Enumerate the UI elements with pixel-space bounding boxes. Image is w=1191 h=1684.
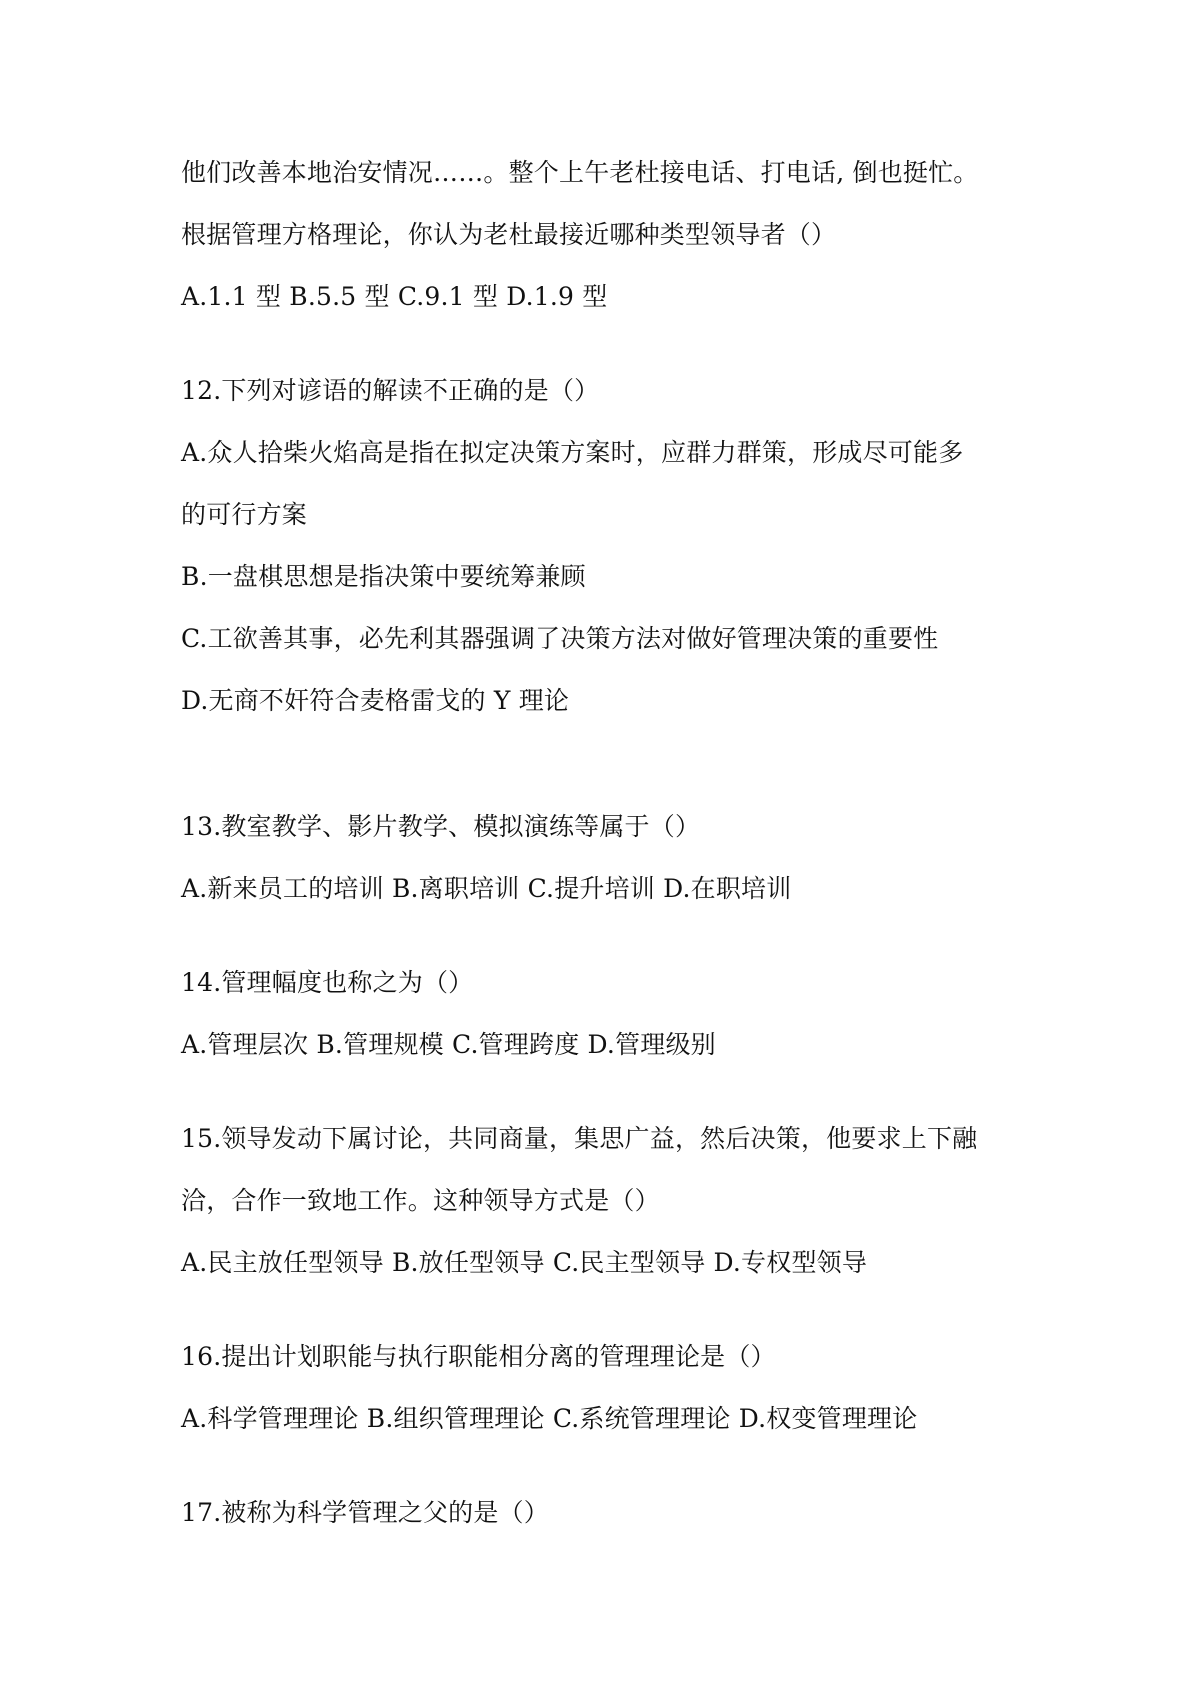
intro-options: A.1.1 型 B.5.5 型 C.9.1 型 D.1.9 型 (181, 282, 608, 311)
intro-question-line: 根据管理方格理论，你认为老杜最接近哪种类型领导者（） (181, 220, 837, 249)
q12-option-d: D.无商不奸符合麦格雷戈的 Y 理论 (181, 686, 570, 715)
q17-stem: 17.被称为科学管理之父的是（） (181, 1498, 549, 1527)
intro-text-line-1: 他们改善本地治安情况……。整个上午老杜接电话、打电话, 倒也挺忙。 (181, 158, 979, 187)
q14-stem: 14.管理幅度也称之为（） (181, 968, 474, 997)
q12-stem: 12.下列对谚语的解读不正确的是（） (181, 376, 600, 405)
q12-option-b: B.一盘棋思想是指决策中要统筹兼顾 (181, 562, 586, 591)
q12-option-a-line-2: 的可行方案 (181, 500, 308, 529)
q13-options: A.新来员工的培训 B.离职培训 C.提升培训 D.在职培训 (181, 874, 792, 903)
q16-stem: 16.提出计划职能与执行职能相分离的管理理论是（） (181, 1342, 776, 1371)
q14-options: A.管理层次 B.管理规模 C.管理跨度 D.管理级别 (181, 1030, 716, 1059)
q15-stem-line-2: 洽，合作一致地工作。这种领导方式是（） (181, 1186, 660, 1215)
q12-option-a-line-1: A.众人拾柴火焰高是指在拟定决策方案时，应群力群策，形成尽可能多 (181, 438, 964, 467)
q12-option-c: C.工欲善其事，必先利其器强调了决策方法对做好管理决策的重要性 (181, 624, 939, 653)
q15-options: A.民主放任型领导 B.放任型领导 C.民主型领导 D.专权型领导 (181, 1248, 868, 1277)
q16-options: A.科学管理理论 B.组织管理理论 C.系统管理理论 D.权变管理理论 (181, 1404, 918, 1433)
q13-stem: 13.教室教学、影片教学、模拟演练等属于（） (181, 812, 701, 841)
q15-stem-line-1: 15.领导发动下属讨论，共同商量，集思广益，然后决策，他要求上下融 (181, 1124, 978, 1153)
